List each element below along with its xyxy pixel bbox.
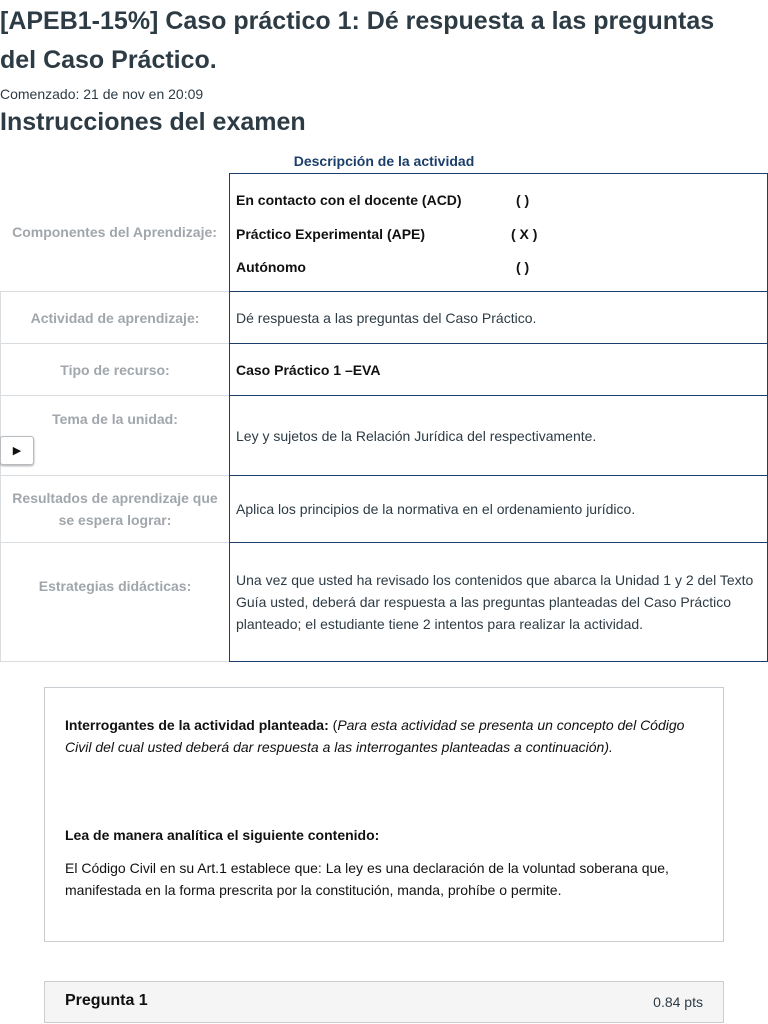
interrogantes-paragraph	[65, 714, 705, 758]
read-heading: Lea de manera analítica el siguiente contenido:	[65, 827, 380, 843]
activity-value: Dé respuesta a las preguntas del Caso Práctico.	[229, 291, 768, 344]
components-cell	[229, 173, 768, 292]
component-ape-mark: ( X )	[511, 226, 538, 242]
question-header	[44, 981, 724, 1023]
strategies-label: Estrategias didácticas:	[0, 542, 229, 662]
codigo-civil-text: El Código Civil en su Art.1 establece que: La ley es una declaración de la voluntad soberana que, manifestada en la forma prescrita por la constitución, manda, prohíbe o permite.	[65, 860, 669, 898]
learning-results-label: Resultados de aprendizaje que se espera lograr:	[0, 475, 229, 543]
play-button[interactable]	[0, 436, 34, 465]
interrogantes-text: Para esta actividad se presenta un concepto del Código Civil del cual usted deberá dar respuesta a las interrogantes planteadas a continuación).	[65, 717, 685, 755]
component-autonomo-mark: ( )	[516, 259, 530, 275]
interrogantes-open: (	[328, 717, 338, 733]
quiz-title: [APEB1-15%] Caso práctico 1: Dé respuesta a las preguntas del Caso Práctico.	[0, 7, 715, 74]
component-acd-mark: ( )	[516, 192, 530, 208]
activity-label: Actividad de aprendizaje:	[0, 291, 229, 344]
case-content-box	[44, 687, 724, 942]
components-label: Componentes del Aprendizaje:	[0, 173, 229, 292]
play-icon: ▶	[12, 445, 22, 457]
component-ape: Práctico Experimental (APE)	[236, 226, 426, 242]
component-autonomo: Autónomo	[236, 259, 306, 275]
question-title: Pregunta 1	[65, 992, 148, 1009]
resource-type-value: Caso Práctico 1 –EVA	[229, 343, 768, 396]
resource-type-label: Tipo de recurso:	[0, 343, 229, 396]
table-caption: Descripción de la actividad	[293, 153, 475, 169]
instructions-heading: Instrucciones del examen	[0, 108, 306, 136]
component-acd: En contacto con el docente (ACD)	[236, 192, 462, 208]
unit-topic-label: Tema de la unidad:	[0, 395, 229, 476]
strategies-value: Una vez que usted ha revisado los contenidos que abarca la Unidad 1 y 2 del Texto Guía usted, deberá dar respuesta a las preguntas planteadas del Caso Práctico planteado; el estudiante tiene 2 intentos para realizar la actividad.	[229, 542, 768, 662]
started-timestamp: Comenzado: 21 de nov en 20:09	[0, 86, 204, 102]
unit-topic-value: Ley y sujetos de la Relación Jurídica del respectivamente.	[229, 395, 768, 476]
interrogantes-label: Interrogantes de la actividad planteada:	[65, 717, 329, 733]
question-points: 0.84 pts	[653, 994, 703, 1010]
learning-results-value: Aplica los principios de la normativa en el ordenamiento jurídico.	[229, 475, 768, 543]
